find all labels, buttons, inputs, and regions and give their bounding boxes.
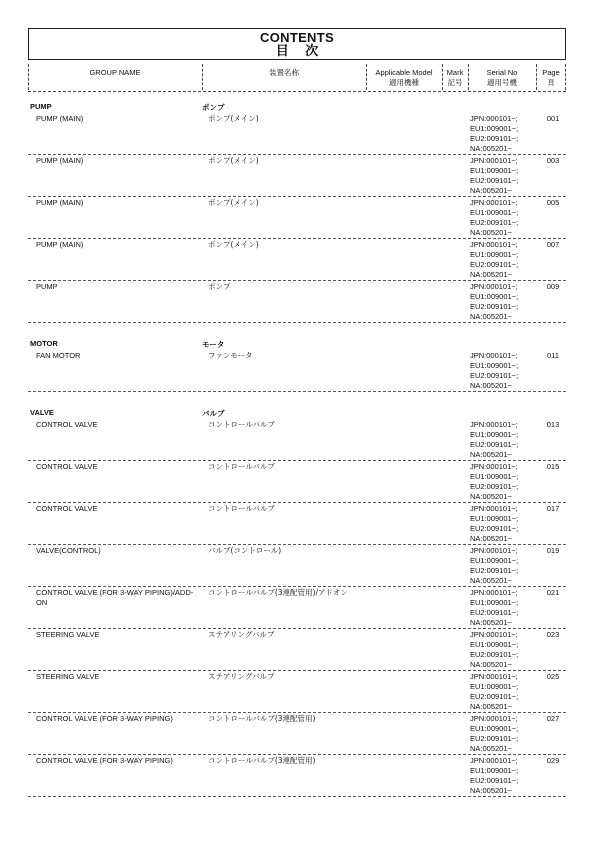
serial-line: EU2:009101~; xyxy=(470,566,519,575)
entry-name-ja: ファンモータ xyxy=(208,351,253,360)
serial-line: EU1:009001~; xyxy=(470,166,519,175)
list-item[interactable] xyxy=(28,113,566,155)
contents-list xyxy=(28,94,566,797)
header-serial-ja: 適用号機 xyxy=(487,78,517,87)
entry-serial-numbers xyxy=(470,351,540,391)
serial-line: NA:005201~ xyxy=(470,786,512,795)
serial-line: EU1:009001~; xyxy=(470,598,519,607)
entry-name-ja: ポンプ(メイン) xyxy=(208,114,259,123)
entry-name-ja: ポンプ xyxy=(208,282,231,291)
serial-line: NA:005201~ xyxy=(470,660,512,669)
list-item[interactable] xyxy=(28,629,566,671)
entry-name-en: VALVE(CONTROL) xyxy=(36,546,101,555)
header-model-ja: 適用機種 xyxy=(389,78,419,87)
list-item[interactable] xyxy=(28,545,566,587)
serial-line: EU2:009101~; xyxy=(470,176,519,185)
serial-line: EU1:009001~; xyxy=(470,514,519,523)
entry-name-ja: ステアリングバルブ xyxy=(208,630,275,639)
entry-name-ja: コントロールバルブ xyxy=(208,504,275,513)
entry-name-en: CONTROL VALVE xyxy=(36,420,98,429)
entry-serial-numbers xyxy=(470,588,540,628)
title-english: CONTENTS xyxy=(260,30,334,45)
header-page-ja: 頁 xyxy=(547,78,555,87)
entry-page-number[interactable]: 005 xyxy=(546,198,560,207)
header-applicable-model xyxy=(366,68,442,92)
serial-line: EU2:009101~; xyxy=(470,608,519,617)
entry-page-number[interactable]: 023 xyxy=(546,630,560,639)
serial-line: NA:005201~ xyxy=(470,381,512,390)
serial-line: EU1:009001~; xyxy=(470,430,519,439)
entry-name-en: CONTROL VALVE (FOR 3-WAY PIPING)/ADD-ON xyxy=(36,588,194,607)
serial-line: EU1:009001~; xyxy=(470,682,519,691)
serial-line: EU1:009001~; xyxy=(470,472,519,481)
entry-page-number[interactable]: 021 xyxy=(546,588,560,597)
serial-line: EU1:009001~; xyxy=(470,292,519,301)
serial-line: EU2:009101~; xyxy=(470,440,519,449)
section-motor xyxy=(28,339,566,392)
entry-name-en: CONTROL VALVE (FOR 3-WAY PIPING) xyxy=(36,714,173,723)
contents-title-box xyxy=(28,28,566,60)
serial-line: EU2:009101~; xyxy=(470,371,519,380)
entry-name-ja: コントロールバルブ xyxy=(208,420,275,429)
entry-page-number[interactable]: 009 xyxy=(546,282,560,291)
section-valve xyxy=(28,408,566,797)
entry-name-en: PUMP xyxy=(36,282,58,291)
section-heading-en: VALVE xyxy=(30,408,54,417)
entry-page-number[interactable]: 015 xyxy=(546,462,560,471)
header-model-en: Applicable Model xyxy=(375,68,433,77)
serial-line: NA:005201~ xyxy=(470,702,512,711)
serial-line: EU2:009101~; xyxy=(470,482,519,491)
header-mark xyxy=(442,68,468,92)
entry-serial-numbers xyxy=(470,198,540,238)
serial-line: EU2:009101~; xyxy=(470,260,519,269)
entry-serial-numbers xyxy=(470,156,540,196)
section-pump xyxy=(28,102,566,323)
title-japanese: 目 次 xyxy=(275,44,325,59)
entry-page-number[interactable]: 007 xyxy=(546,240,560,249)
serial-line: JPN:000101~; xyxy=(470,756,518,765)
entry-name-en: CONTROL VALVE (FOR 3-WAY PIPING) xyxy=(36,756,173,765)
serial-line: JPN:000101~; xyxy=(470,156,518,165)
serial-line: JPN:000101~; xyxy=(470,588,518,597)
header-mark-ja: 記号 xyxy=(447,78,463,87)
serial-line: JPN:000101~; xyxy=(470,420,518,429)
serial-line: NA:005201~ xyxy=(470,270,512,279)
list-item[interactable] xyxy=(28,281,566,323)
serial-line: JPN:000101~; xyxy=(470,282,518,291)
section-heading-ja: ポンプ xyxy=(202,103,225,112)
list-item[interactable] xyxy=(28,587,566,629)
entry-page-number[interactable]: 013 xyxy=(546,420,560,429)
entry-serial-numbers xyxy=(470,714,540,754)
serial-line: NA:005201~ xyxy=(470,144,512,153)
serial-line: NA:005201~ xyxy=(470,186,512,195)
entry-page-number[interactable]: 019 xyxy=(546,546,560,555)
serial-line: EU1:009001~; xyxy=(470,250,519,259)
header-name-ja-label: 装置名称 xyxy=(269,68,299,77)
entry-name-ja: コントロールバルブ xyxy=(208,462,275,471)
serial-line: JPN:000101~; xyxy=(470,504,518,513)
header-mark-en: Mark xyxy=(446,68,464,77)
serial-line: EU1:009001~; xyxy=(470,724,519,733)
entry-name-en: CONTROL VALVE xyxy=(36,462,98,471)
header-name-ja xyxy=(202,68,366,92)
serial-line: JPN:000101~; xyxy=(470,714,518,723)
entry-page-number[interactable]: 003 xyxy=(546,156,560,165)
serial-line: JPN:000101~; xyxy=(470,114,518,123)
entry-name-en: PUMP (MAIN) xyxy=(36,240,84,249)
entry-page-number[interactable]: 029 xyxy=(546,756,560,765)
entry-name-en: PUMP (MAIN) xyxy=(36,114,84,123)
header-page xyxy=(536,68,566,92)
serial-line: EU1:009001~; xyxy=(470,766,519,775)
entry-name-ja: コントロールバルブ(3連配管用) xyxy=(208,714,316,723)
entry-name-ja: ポンプ(メイン) xyxy=(208,156,259,165)
serial-line: EU2:009101~; xyxy=(470,776,519,785)
list-item[interactable] xyxy=(28,713,566,755)
serial-line: JPN:000101~; xyxy=(470,630,518,639)
serial-line: NA:005201~ xyxy=(470,744,512,753)
serial-line: EU2:009101~; xyxy=(470,734,519,743)
entry-name-ja: バルブ(コントロール) xyxy=(208,546,282,555)
list-item[interactable] xyxy=(28,461,566,503)
entry-serial-numbers xyxy=(470,114,540,154)
entry-name-ja: ポンプ(メイン) xyxy=(208,198,259,207)
serial-line: EU1:009001~; xyxy=(470,208,519,217)
serial-line: NA:005201~ xyxy=(470,450,512,459)
entry-name-ja: ポンプ(メイン) xyxy=(208,240,259,249)
list-item[interactable] xyxy=(28,155,566,197)
entry-name-en: STEERING VALVE xyxy=(36,630,100,639)
header-group-name xyxy=(28,68,202,92)
entry-name-en: CONTROL VALVE xyxy=(36,504,98,513)
entry-page-number[interactable]: 001 xyxy=(546,114,560,123)
list-item[interactable] xyxy=(28,419,566,461)
list-item[interactable] xyxy=(28,239,566,281)
section-heading-ja: モータ xyxy=(202,340,225,349)
serial-line: NA:005201~ xyxy=(470,576,512,585)
serial-line: EU1:009001~; xyxy=(470,124,519,133)
list-item[interactable] xyxy=(28,503,566,545)
entry-serial-numbers xyxy=(470,756,540,796)
entry-serial-numbers xyxy=(470,630,540,670)
list-item[interactable] xyxy=(28,755,566,797)
entry-name-ja: コントロールバルブ(3連配管用) xyxy=(208,756,316,765)
section-heading-en: PUMP xyxy=(30,102,52,111)
entry-name-en: FAN MOTOR xyxy=(36,351,81,360)
table-header xyxy=(28,64,566,92)
serial-line: EU1:009001~; xyxy=(470,640,519,649)
serial-line: EU2:009101~; xyxy=(470,650,519,659)
serial-line: NA:005201~ xyxy=(470,618,512,627)
serial-line: NA:005201~ xyxy=(470,312,512,321)
serial-line: EU2:009101~; xyxy=(470,134,519,143)
serial-line: JPN:000101~; xyxy=(470,351,518,360)
entry-serial-numbers xyxy=(470,462,540,502)
serial-line: NA:005201~ xyxy=(470,228,512,237)
entry-name-en: PUMP (MAIN) xyxy=(36,156,84,165)
serial-line: EU1:009001~; xyxy=(470,361,519,370)
header-divider xyxy=(565,64,566,90)
serial-line: JPN:000101~; xyxy=(470,198,518,207)
serial-line: JPN:000101~; xyxy=(470,462,518,471)
entry-serial-numbers xyxy=(470,546,540,586)
serial-line: EU2:009101~; xyxy=(470,302,519,311)
entry-name-en: STEERING VALVE xyxy=(36,672,100,681)
serial-line: JPN:000101~; xyxy=(470,240,518,249)
entry-name-en: PUMP (MAIN) xyxy=(36,198,84,207)
serial-line: JPN:000101~; xyxy=(470,546,518,555)
entry-serial-numbers xyxy=(470,240,540,280)
section-heading xyxy=(28,102,566,113)
section-heading-ja: バルブ xyxy=(202,409,225,418)
list-item[interactable] xyxy=(28,350,566,392)
entry-name-ja: コントロールバルブ(3連配管用)/アドオン xyxy=(208,588,348,597)
entry-page-number[interactable]: 017 xyxy=(546,504,560,513)
entry-serial-numbers xyxy=(470,672,540,712)
section-heading xyxy=(28,408,566,419)
serial-line: NA:005201~ xyxy=(470,492,512,501)
list-item[interactable] xyxy=(28,671,566,713)
list-item[interactable] xyxy=(28,197,566,239)
serial-line: EU1:009001~; xyxy=(470,556,519,565)
section-heading xyxy=(28,339,566,350)
serial-line: NA:005201~ xyxy=(470,534,512,543)
serial-line: EU2:009101~; xyxy=(470,524,519,533)
entry-name-ja: ステアリングバルブ xyxy=(208,672,275,681)
header-serial-en: Serial No xyxy=(486,68,518,77)
entry-page-number[interactable]: 011 xyxy=(547,351,559,360)
serial-line: EU2:009101~; xyxy=(470,218,519,227)
entry-serial-numbers xyxy=(470,504,540,544)
entry-serial-numbers xyxy=(470,282,540,322)
header-group-name-label: GROUP NAME xyxy=(89,68,141,77)
entry-serial-numbers xyxy=(470,420,540,460)
header-serial xyxy=(468,68,536,92)
entry-page-number[interactable]: 025 xyxy=(546,672,560,681)
serial-line: EU2:009101~; xyxy=(470,692,519,701)
serial-line: JPN:000101~; xyxy=(470,672,518,681)
header-page-en: Page xyxy=(542,68,560,77)
section-heading-en: MOTOR xyxy=(30,339,58,348)
entry-page-number[interactable]: 027 xyxy=(546,714,560,723)
